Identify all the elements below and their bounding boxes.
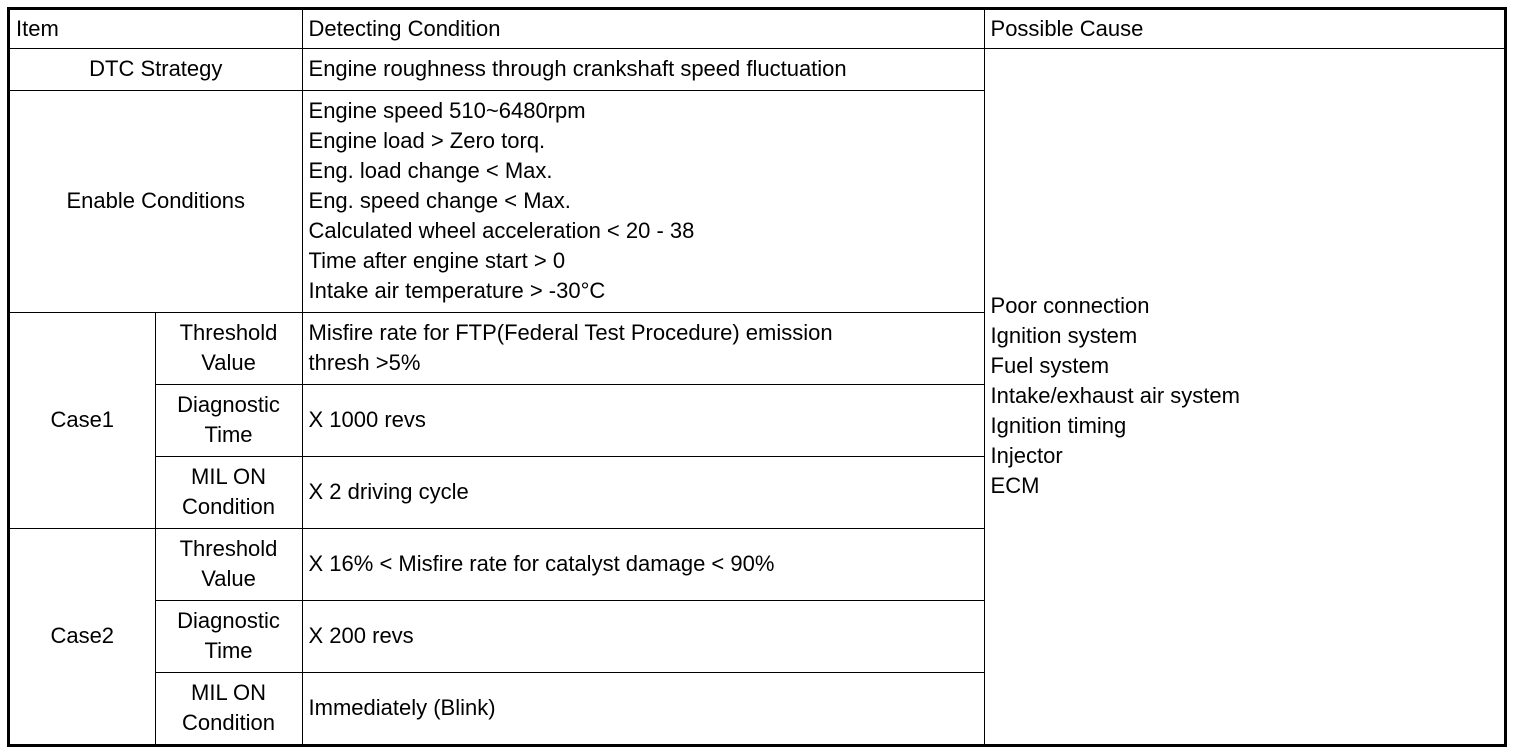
case1-mil-label — [155, 456, 302, 528]
enable-condition-line: Eng. speed change < Max. — [308, 188, 571, 213]
case1-threshold-value — [302, 312, 984, 384]
enable-conditions-label: Enable Conditions — [10, 90, 302, 312]
header-item: Item — [10, 10, 302, 48]
value-line: thresh >5% — [308, 350, 421, 375]
label-line: Value — [201, 350, 256, 375]
enable-condition-line: Engine speed 510~6480rpm — [308, 98, 586, 123]
case2-diagnostic-value: X 200 revs — [302, 600, 984, 672]
dtc-strategy-row — [10, 48, 1507, 90]
label-line: Diagnostic — [177, 608, 280, 633]
case2-threshold-value: X 16% < Misfire rate for catalyst damage < 90% — [302, 528, 984, 600]
cause-item: Ignition timing — [990, 413, 1127, 438]
case1-label: Case1 — [10, 312, 155, 528]
case2-label: Case2 — [10, 528, 155, 744]
cause-item: ECM — [990, 473, 1040, 498]
case2-mil-label — [155, 672, 302, 744]
enable-conditions-value — [302, 90, 984, 312]
header-row — [10, 10, 1507, 48]
case1-mil-value: X 2 driving cycle — [302, 456, 984, 528]
value-line: Misfire rate for FTP(Federal Test Procedure) emission — [308, 320, 833, 345]
case1-diagnostic-value: X 1000 revs — [302, 384, 984, 456]
label-line: Diagnostic — [177, 392, 280, 417]
label-line: MIL ON — [191, 680, 266, 706]
label-line: Time — [204, 422, 253, 447]
dtc-table — [7, 7, 1507, 747]
dtc-table-grid — [10, 10, 1507, 745]
cause-item: Injector — [990, 443, 1063, 468]
cause-item: Ignition system — [990, 323, 1138, 348]
case2-threshold-label — [155, 528, 302, 600]
enable-condition-line: Calculated wheel acceleration < 20 - 38 — [308, 218, 695, 243]
dtc-strategy-label: DTC Strategy — [10, 48, 302, 90]
dtc-strategy-value: Engine roughness through crankshaft speed fluctuation — [302, 48, 984, 90]
label-line: Threshold — [179, 536, 278, 561]
cause-item: Poor connection — [990, 293, 1150, 318]
enable-condition-line: Intake air temperature > -30°C — [308, 278, 606, 303]
case1-threshold-label — [155, 312, 302, 384]
label-line: Condition — [182, 494, 275, 519]
cause-item: Fuel system — [990, 353, 1110, 378]
case2-diagnostic-label — [155, 600, 302, 672]
enable-condition-line: Engine load > Zero torq. — [308, 128, 546, 153]
label-line: MIL ON — [191, 464, 266, 489]
cause-item: Intake/exhaust air system — [990, 383, 1240, 408]
case1-diagnostic-label — [155, 384, 302, 456]
label-line: Time — [204, 638, 253, 663]
label-line: Threshold — [179, 320, 278, 345]
enable-condition-line: Time after engine start > 0 — [308, 248, 566, 273]
header-detecting-condition: Detecting Condition — [302, 10, 984, 48]
case2-mil-value: Immediately (Blink) — [302, 672, 984, 744]
label-line: Value — [201, 566, 256, 591]
enable-condition-line: Eng. load change < Max. — [308, 158, 553, 183]
label-line: Condition — [182, 710, 275, 736]
header-possible-cause: Possible Cause — [984, 10, 1507, 48]
possible-cause-cell — [984, 48, 1507, 744]
